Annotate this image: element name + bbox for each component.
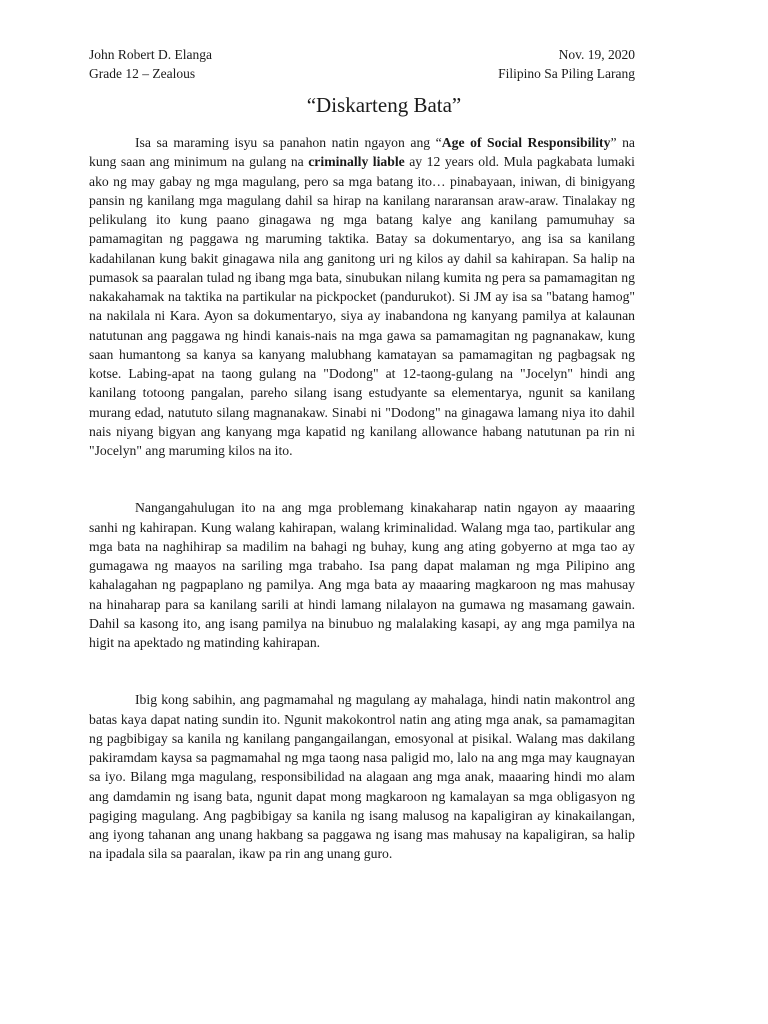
paragraph-spacer	[89, 460, 635, 498]
document-header	[89, 45, 635, 83]
paragraph-1-text-a: Isa sa maraming isyu sa panahon natin ngayon ang “	[135, 135, 442, 150]
header-row-1	[89, 45, 635, 64]
paragraph-3: Ibig kong sabihin, ang pagmamahal ng magulang ay mahalaga, hindi natin makontrol ang batas kaya dapat nating sundin ito. Ngunit makokontrol natin ang ating mga anak, sa pamamagitan ng pagbibigay sa kanila ng kanilang pangangailangan, emosyonal at pisikal. Walang mas dakilang pakiramdam kaysa sa pagmamahal ng mga taong nasa paligid mo, lalo na ang mga may kaugnayan sa iyo. Bilang mga magulang, responsibilidad na alagaan ang mga anak, maaaring hindi mo alam ang damdamin ng isang bata, ngunit dapat mong magkaroon ng kamalayan sa mga obligasyon ng pagiging magulang. Ang pagbibigay sa kanila ng isang malusog na kapaligiran ay kinakailangan, ang iyong tahanan ang unang hakbang sa paggawa ng isang mas mahusay na kapaligiran, sa halip na ipadala sila sa paaralan, ikaw pa rin ang unang guro.	[89, 692, 635, 862]
document-title: “Diskarteng Bata”	[306, 93, 462, 117]
paragraph-spacer	[89, 652, 635, 690]
grade-section: Grade 12 – Zealous	[89, 66, 196, 81]
header-row-2	[89, 64, 635, 83]
bold-phrase-criminally-liable: criminally liable	[308, 154, 405, 170]
paragraph-1-text-c: ay 12 years old. Mula pagkabata lumaki ako ng may gabay ng mga magulang, pero sa mga batang ito… pinabayaan, iniwan, di binigyang pansin ng kanilang mga magulang dahil sa hirap na kanilang nararansan araw-araw. Tinalakay ng pelikulang ito kung paano ginagawa ng mga batang kalye ang kanilang pamumuhay sa pamamagitan ng paggawa ng maruming taktika. Batay sa dokumentaryo, ang isa sa kanilang kadahilanan kung bakit ginagawa nila ang ganitong uri ng kilos ay dahil sa kahirapan. Sa halip na pumasok sa paaralan tulad ng ibang mga bata, sinubukan nilang kumita ng pera sa pamamagitan ng nakakahamak na taktika na partikular na pickpocket (pandurukot). Si JM ay isa sa "batang hamog" na nakilala ni Kara. Ayon sa dokumentaryo, siya ay inabandona ng kanyang pamilya at kalaunan natutunan ang paggawa ng hindi kanais-nais na mga gawa sa pamamagitan ng pagnanakaw, kung saan humantong sa kanya sa kanyang malubhang kamatayan sa pamamagitan ng pagbagsak ng kotse. Labing-apat na taong gulang na "Dodong" at 12-taong-gulang na "Jocelyn" hindi ang kanilang totoong pangalan, pareho silang isang estudyante sa elementarya, ngunit sa kanilang murang edad, natututo silang magnanakaw. Sinabi ni "Dodong" na ginagawa lamang niya ito dahil nais niyang bigyan ang kanyang mga kapatid ng kanilang allowance habang natutunan pa rin ni "Jocelyn" ang maruming kilos na ito.	[89, 154, 635, 458]
paragraph-2: Nangangahulugan ito na ang mga problemang kinakaharap natin ngayon ay maaaring sanhi ng kahirapan. Kung walang kahirapan, walang kriminalidad. Walang mga tao, partikular ang mga bata na naghihirap sa madilim na bahagi ng buhay, kung ang ating gobyerno at mga tao ay gumagawa ng maayos na sariling mga trabaho. Isa pang dapat malaman ng mga Pilipino ang kahalagahan ng pagpaplano ng pamilya. Ang mga bata ay maaaring magkaroon ng mas mahusay na hinaharap para sa kanilang sarili at hindi lamang nilalayon na gumawa ng masamang gawain. Dahil sa kasong ito, ang isang pamilya na binubuo ng malalaking kasapi, ay ang mga pamilya na higit na apektado ng matinding kahirapan.	[89, 500, 635, 650]
paragraph-1-text-b: ” na kung saan ang minimum na gulang na	[89, 135, 635, 170]
document-body	[89, 133, 635, 864]
paragraph-1	[89, 133, 635, 460]
subject-name: Filipino Sa Piling Larang	[498, 66, 635, 81]
author-name: John Robert D. Elanga	[89, 47, 212, 62]
bold-phrase-age-of-social-responsibility: Age of Social Responsibility	[441, 135, 611, 150]
document-date: Nov. 19, 2020	[558, 47, 635, 62]
